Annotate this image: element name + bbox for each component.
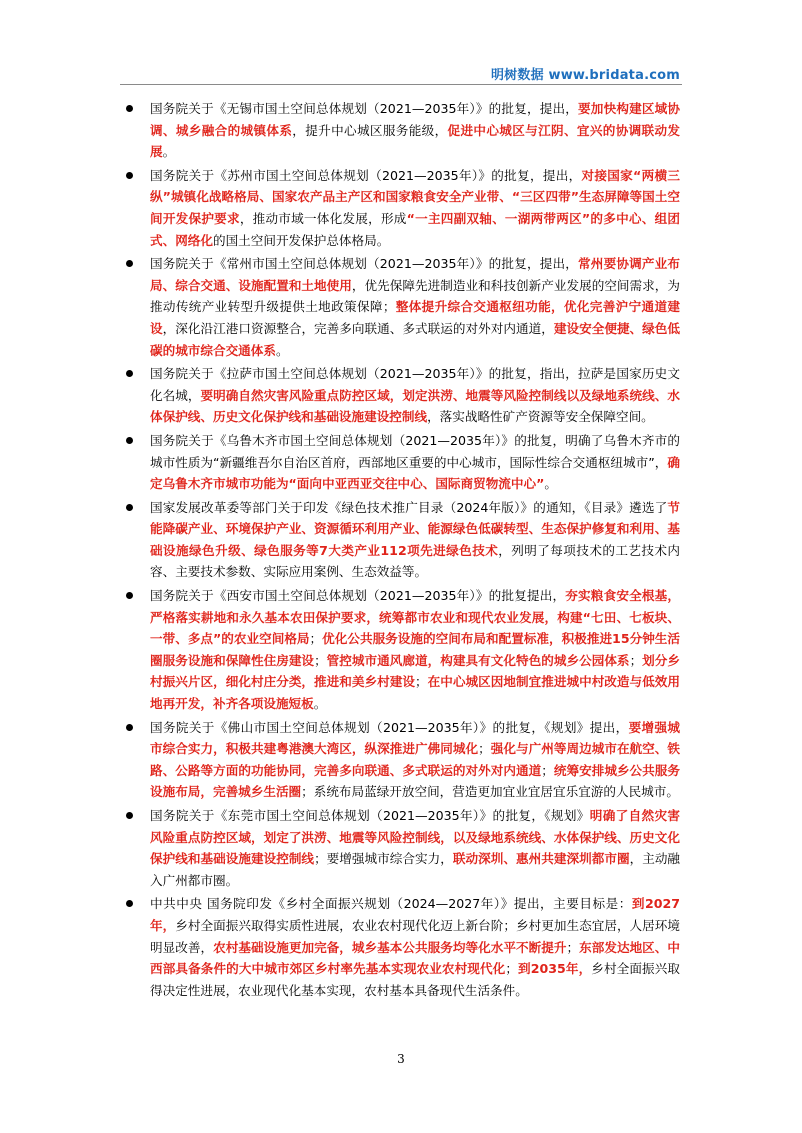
highlight-text: 农村基础设施更加完备，城乡基本公共服务均等化水平不断提升 [213, 939, 567, 955]
body-text: ，落实战略性矿产资源等安全保障空间。 [427, 409, 654, 425]
body-text: ； [314, 652, 327, 668]
bullet-item [120, 165, 680, 251]
highlight-text: 节能降碳产业、环境保护产业、资源循环利用产业、能源绿色低碳转型、生态保护修复和利用、基础设施绿色升级、绿色服务等7大类产业112项先进绿色技术 [150, 499, 680, 558]
body-text: ，列明了每项技术的工艺技术内容、主要技术参数、实际应用案例、生态效益等。 [150, 542, 680, 580]
body-text: 国务院关于《西安市国土空间总体规划（2021—2035年）》的批复提出， [150, 588, 566, 604]
highlight-text: 要明确自然灾害风险重点防控区域，划定洪涝、地震等风险控制线以及绿地系统线、水体保护线、历史文化保护线和基础设施建设控制线 [150, 387, 681, 425]
body-text: ； [505, 961, 518, 977]
body-text: ，深化沿江港口资源整合，完善多向联通、多式联运的对外对内通道， [162, 320, 554, 336]
bullet-dot-icon [126, 504, 133, 511]
bullet-dot-icon [126, 370, 133, 377]
body-text: 国家发展改革委等部门关于印发《绿色技术推广目录（2024年版）》的通知，《目录》遴选了 [150, 499, 668, 515]
highlight-text: 对接国家“两横三纵”城镇化战略格局、国家农产品主产区和国家粮食安全产业带、“三区四带”生态屏障等国土空间开发保护要求 [150, 167, 680, 226]
bullet-item [120, 497, 680, 583]
body-text: ，推动市域一体化发展，形成 [239, 210, 407, 226]
body-text: 国务院关于《乌鲁木齐市国土空间总体规划（2021—2035年）》的批复，明确了乌鲁木齐市的城市性质为“新疆维吾尔自治区首府，西部地区重要的中心城市，国际性综合交通枢纽城市”， [150, 432, 680, 470]
body-text: 国务院关于《苏州市国土空间总体规划（2021—2035年）》的批复，提出， [150, 167, 582, 183]
highlight-text: 统筹安排城乡公共服务设施布局，完善城乡生活圈 [150, 762, 681, 800]
highlight-text: 到2027年， [150, 896, 680, 933]
bullet-dot-icon [126, 724, 133, 731]
document-body [120, 98, 680, 1003]
body-text: 国务院关于《无锡市国土空间总体规划（2021—2035年）》的批复，提出， [150, 101, 579, 116]
bullet-item [120, 98, 680, 163]
highlight-text: 明确了自然灾害风险重点防控区域，划定了洪涝、地震等风险控制线，以及绿地系统线、水体保护线、历史文化保护线和基础设施建设控制线 [150, 808, 680, 867]
brand-label: 明树数据 www.bridata.com [490, 68, 680, 83]
body-text: ； [629, 652, 643, 668]
highlight-text: 夯实粮食安全根基，严格落实耕地和永久基本农田保护要求，统筹都市农业和现代农业发展，构建“七田、七板块、一带、多点”的农业空间格局 [150, 588, 680, 647]
body-text: ； [541, 762, 554, 778]
page-number: 3 [397, 1052, 405, 1066]
bullet-item [120, 893, 680, 1001]
body-text: 的国土空间开发保护总体格局。 [212, 232, 390, 248]
bullet-item [120, 253, 680, 361]
body-text: 中共中央 国务院印发《乡村全面振兴规划（2024—2027年）》提出，主要目标是： [150, 896, 632, 912]
bullet-dot-icon [126, 105, 133, 112]
body-text: ； [566, 939, 580, 955]
bullet-dot-icon [126, 900, 133, 907]
bullet-dot-icon [126, 172, 133, 179]
bullet-item [120, 585, 680, 715]
body-text: 国务院关于《佛山市国土空间总体规划（2021—2035年）》的批复，《规划》提出， [150, 719, 629, 735]
highlight-text: 促进中心城区与江阴、宜兴的协调联动发展 [150, 122, 681, 160]
body-text: 。 [544, 476, 557, 492]
bullet-item [120, 717, 680, 803]
body-text: ； [309, 631, 323, 647]
body-text: 国务院关于《拉萨市国土空间总体规划（2021—2035年）》的批复，指出，拉萨是国家历史文化名城， [150, 366, 680, 403]
highlight-text: 建设安全便捷、绿色低碳的城市综合交通体系 [150, 320, 681, 358]
bullet-dot-icon [126, 812, 133, 819]
body-text: 。 [313, 696, 327, 712]
body-text: ，优先保障先进制造业和科技创新产业发展的空间需求，为推动传统产业转型升级提供土地政策保障； [150, 277, 681, 315]
body-text: ； [415, 674, 428, 690]
highlight-text: “一主四副双轴、一湖两带两区”的多中心、组团式、网络化 [150, 210, 681, 248]
highlight-text: 整体提升综合交通枢纽功能，优化完善沪宁通道建设 [150, 299, 681, 336]
body-text: 国务院关于《东莞市国土空间总体规划（2021—2035年）》的批复，《规划》 [150, 808, 590, 823]
highlight-text: 划分乡村振兴片区，细化村庄分类，推进和美乡村建设 [150, 652, 681, 690]
page-header [120, 54, 682, 85]
body-text: 乡村全面振兴取得实质性进展，农业农村现代化迈上新台阶；乡村更加生态宜居，人居环境明显改善， [150, 917, 681, 955]
highlight-text: 要加快构建区域协调、城乡融合的城镇体系 [150, 101, 680, 138]
highlight-text: 联动深圳、惠州共建深圳都市圈 [452, 851, 630, 867]
body-text: ；要增强城市综合实力， [314, 851, 453, 867]
highlight-text: 要增强城市综合实力，积极共建粤港澳大湾区，纵深推进广佛同城化 [150, 719, 680, 757]
bullet-item [120, 363, 680, 428]
highlight-text: 常州要协调产业布局、综合交通、设施配置和土地使用 [150, 256, 680, 293]
highlight-text: 强化与广州等周边城市在航空、铁路、公路等方面的功能协同，完善多向联通、多式联运的对外对内通道 [150, 741, 681, 778]
bullet-dot-icon [126, 260, 133, 267]
body-text: ；系统布局蓝绿开放空间，营造更加宜业宜居宜乐宜游的人民城市。 [301, 784, 679, 800]
body-text: 乡村全面振兴取得决定性进展，农业现代化基本实现，农村基本具备现代生活条件。 [150, 961, 681, 998]
bullet-dot-icon [126, 592, 133, 599]
highlight-text: 优化公共服务设施的空间布局和配置标准，积极推进15分钟生活圈服务设施和保障性住房建设 [150, 631, 680, 668]
highlight-text: 在中心城区因地制宜推进城中村改造与低效用地再开发，补齐各项设施短板 [150, 674, 681, 712]
body-text: 。 [275, 342, 289, 358]
highlight-text: 确定乌鲁木齐市城市功能为“面向中亚西亚交往中心、国际商贸物流中心” [150, 454, 680, 492]
highlight-text: 东部发达地区、中西部具备条件的大中城市郊区乡村率先基本实现农业农村现代化 [150, 939, 681, 977]
highlight-text: 到2035年， [517, 961, 592, 977]
body-text: 。 [162, 144, 176, 160]
bullet-dot-icon [126, 437, 133, 444]
highlight-text: 管控城市通风廊道，构建具有文化特色的城乡公园体系 [326, 652, 630, 668]
bullet-item [120, 805, 680, 891]
body-text: ，主动融入广州都市圈。 [150, 851, 681, 888]
body-text: ； [478, 741, 491, 757]
body-text: ，提升中心城区服务能级， [292, 122, 448, 138]
body-text: 国务院关于《常州市国土空间总体规划（2021—2035年）》的批复，提出， [150, 256, 579, 272]
bullet-item [120, 430, 680, 495]
